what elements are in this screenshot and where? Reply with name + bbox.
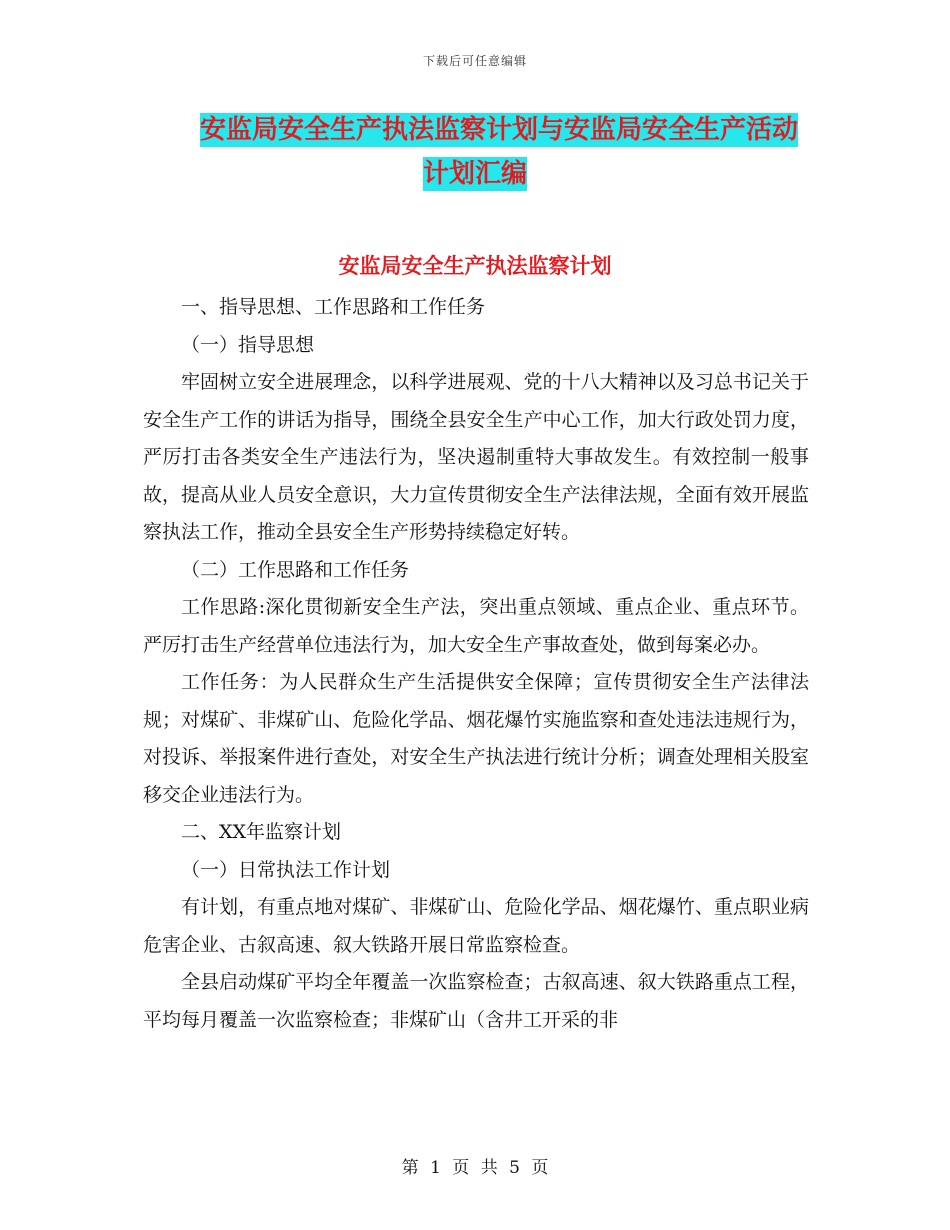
paragraph-guiding-ideology: 牢固树立安全进展理念，以科学进展观、党的十八大精神以及习总书记关于安全生产工作的讲话为指导，围绕全县安全生产中心工作，加大行政处罚力度，严厉打击各类安全生产违法行为，坚决遏制重特大事故发生。有效控制一般事故，提高从业人员安全意识，大力宣传贯彻安全生产法律法规，全面有效开展监察执法工作，推动全县安全生产形势持续稳定好转。 — [143, 371, 809, 543]
page-header-note: 下载后可任意编辑 — [422, 54, 527, 68]
heading-inspection-plan: 二、XX年监察计划 — [181, 821, 342, 843]
document-title-text-1: 安监局安全生产执法监察计划与安监局安全生产活动 — [199, 115, 798, 145]
paragraph-work-approach: 工作思路:深化贯彻新安全生产法，突出重点领域、重点企业、重点环节。严厉打击生产经营单位违法行为，加大安全生产事故查处，做到每案必办。 — [143, 596, 809, 656]
document-title-line-1 — [0, 113, 950, 147]
document-body — [143, 289, 809, 1039]
subheading-daily-enforcement: （一）日常执法工作计划 — [181, 858, 391, 881]
paragraph-work-tasks: 工作任务：为人民群众生产生活提供安全保障；宣传贯彻安全生产法律法规；对煤矿、非煤矿山、危险化学品、烟花爆竹实施监察和查处违法违规行为，对投诉、举报案件进行查处，对安全生产执法进行统计分析；调查处理相关股室移交企业违法行为。 — [143, 671, 809, 806]
heading-guiding-ideas: 一、指导思想、工作思路和工作任务 — [181, 296, 486, 318]
paragraph-coverage: 全县启动煤矿平均全年覆盖一次监察检查；古叙高速、叙大铁路重点工程，平均每月覆盖一次监察检查；非煤矿山（含井工开采的非 — [143, 971, 809, 1031]
document-title-line-2 — [0, 157, 950, 191]
section-title: 安监局安全生产执法监察计划 — [338, 254, 612, 278]
page-number-footer: 第 1 页 共 5 页 — [401, 1158, 549, 1178]
paragraph-daily-enforcement: 有计划，有重点地对煤矿、非煤矿山、危险化学品、烟花爆竹、重点职业病危害企业、古叙高速、叙大铁路开展日常监察检查。 — [143, 896, 809, 956]
subheading-guiding-ideology: （一）指导思想 — [181, 333, 315, 356]
subheading-work-approach: （二）工作思路和工作任务 — [181, 558, 410, 581]
document-title-text-2: 计划汇编 — [422, 159, 527, 189]
